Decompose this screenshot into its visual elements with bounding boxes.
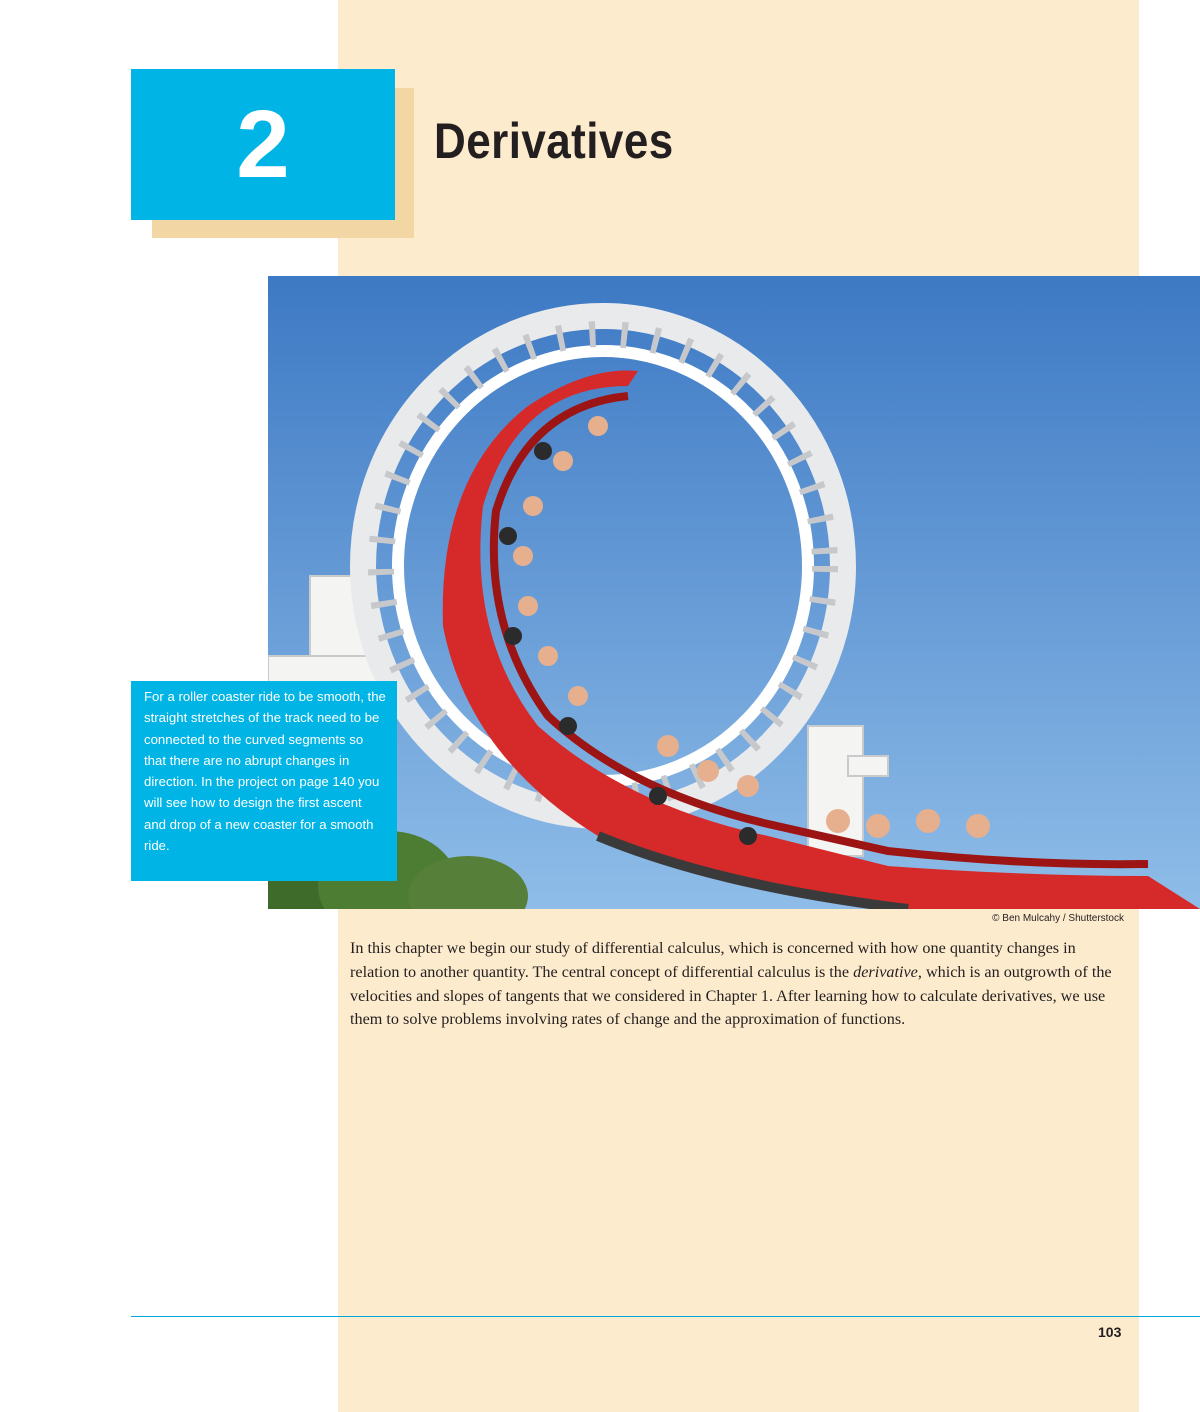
footer-rule	[131, 1316, 1200, 1317]
photo-caption-box	[131, 681, 397, 881]
page-number: 103	[1098, 1324, 1122, 1340]
intro-emphasis: derivative	[853, 962, 918, 981]
roller-coaster-illustration	[268, 276, 1200, 909]
roller-coaster-photo	[268, 276, 1200, 909]
chapter-number: 2	[236, 90, 290, 198]
chapter-number-box	[131, 69, 395, 220]
intro-text-part1: In this chapter we begin our study of differential calculus, which is concerned with how one quantity changes in relation to another quantity. The central concept of differential calculus is the	[350, 939, 1076, 981]
photo-credit: © Ben Mulcahy / Shutterstock	[992, 913, 1124, 924]
intro-text-part2: , which is an outgrowth of the velocities and slopes of tangents that we considered in Chapter 1. After learning how to calculate derivatives, we use them to solve problems involving rates of change and the approximation of functions.	[350, 962, 1112, 1029]
photo-caption-text: For a roller coaster ride to be smooth, the straight stretches of the track need to be connected to the curved segments so that there are no abrupt changes in direction. In the project on page 140 you will see how to design the first ascent and drop of a new coaster for a smooth ride.	[144, 689, 386, 854]
chapter-title: Derivatives	[434, 113, 674, 169]
chapter-intro-paragraph	[350, 937, 1120, 1032]
